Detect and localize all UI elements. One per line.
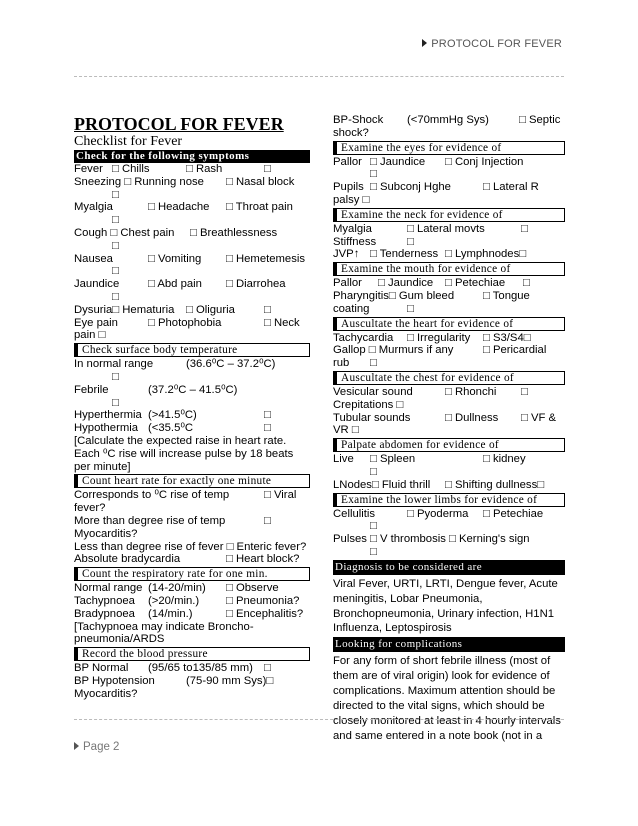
checklist-cell: □ Diarrohea bbox=[226, 278, 286, 291]
checklist-cell: Fever bbox=[74, 163, 103, 175]
symptom-row bbox=[74, 201, 310, 214]
checklist-cell: JVP↑ bbox=[333, 248, 360, 261]
exam-row bbox=[333, 194, 565, 207]
section-heading-mouth: Examine the mouth for evidence of bbox=[333, 262, 565, 276]
checklist-cell: Hyperthermia bbox=[74, 409, 142, 422]
checklist-cell: VR □ bbox=[333, 424, 359, 437]
section-heading-heart: Auscultate the heart for evidence of bbox=[333, 317, 565, 331]
page-footer bbox=[74, 741, 119, 753]
checklist-cell: □ Tenderness bbox=[370, 248, 439, 261]
checklist-cell: Cellulitis bbox=[333, 507, 376, 520]
exam-row bbox=[333, 156, 565, 169]
checklist-cell: rub bbox=[333, 357, 350, 370]
checklist-cell: Less than degree rise of fever □ Enteric fever? bbox=[74, 540, 307, 553]
symptom-row bbox=[74, 176, 310, 189]
section-heading-chest: Auscultate the chest for evidence of bbox=[333, 371, 565, 385]
checklist-cell: □ Photophobia bbox=[148, 316, 222, 329]
checklist-cell: □ Heart block? bbox=[226, 553, 300, 566]
left-column bbox=[74, 114, 310, 700]
tachypnoea-note: [Tachypnoea may indicate Broncho-pneumonia/ARDS bbox=[74, 620, 254, 646]
symptom-row bbox=[74, 291, 310, 304]
checklist-cell: More than degree rise of temp bbox=[74, 514, 226, 527]
checklist-cell: □ Conj Injection bbox=[445, 155, 524, 168]
checklist-cell: Tachycardia bbox=[333, 331, 394, 344]
exam-row bbox=[333, 248, 565, 261]
symptom-row bbox=[74, 163, 310, 176]
checklist-cell: □ Viral bbox=[264, 489, 297, 502]
checklist-cell: □ Rhonchi bbox=[445, 385, 497, 398]
checklist-cell: Normal range bbox=[74, 582, 143, 595]
checklist-cell: □ bbox=[112, 239, 119, 252]
checklist-cell: □ Pericardial bbox=[483, 344, 547, 357]
triangle-bullet-icon bbox=[74, 742, 79, 750]
checklist-cell: Tubular sounds bbox=[333, 411, 411, 424]
checklist-cell: Bradypnoea bbox=[74, 607, 135, 620]
checklist-cell: □ Dullness bbox=[445, 411, 499, 424]
exam-row bbox=[333, 412, 565, 425]
temp-row bbox=[74, 371, 310, 384]
checklist-cell: Pupils bbox=[333, 181, 364, 194]
exam-row bbox=[333, 168, 565, 181]
checklist-cell: □ Nasal block bbox=[226, 175, 295, 188]
page-title: PROTOCOL FOR FEVER bbox=[74, 114, 284, 134]
checklist-cell: Jaundice bbox=[74, 278, 120, 291]
exam-row bbox=[333, 223, 565, 236]
checklist-cell: □ bbox=[407, 302, 414, 315]
checklist-cell: Gallop □ Murmurs if any bbox=[333, 344, 454, 357]
calc-note: [Calculate the expected raise in heart rate. Each ⁰C rise will increase pulse by 18 beats per minute] bbox=[74, 434, 294, 473]
checklist-cell: □ Encephalitis? bbox=[226, 607, 304, 620]
checklist-cell: Febrile bbox=[74, 383, 109, 396]
checklist-cell: □ bbox=[112, 370, 119, 383]
checklist-cell: Vesicular sound bbox=[333, 385, 413, 398]
hr-row bbox=[74, 489, 310, 502]
checklist-cell: □ Jaundice bbox=[370, 155, 426, 168]
checklist-cell: □ bbox=[370, 357, 377, 370]
checklist-cell: □ bbox=[264, 163, 271, 175]
section-heading-heart-rate: Count heart rate for exactly one minute bbox=[74, 474, 310, 488]
symptom-row bbox=[74, 240, 310, 253]
checklist-cell: palsy □ bbox=[333, 193, 370, 206]
section-heading-symptoms: Check for the following symptoms bbox=[74, 150, 310, 163]
checklist-cell: □ bbox=[523, 277, 530, 290]
header-divider bbox=[74, 76, 564, 77]
checklist-cell: □ bbox=[370, 545, 377, 558]
checklist-cell: □ bbox=[264, 303, 271, 316]
bp-shock-row bbox=[333, 114, 565, 127]
checklist-cell: Sneezing □ Running nose bbox=[74, 175, 204, 188]
checklist-cell: Myocarditis? bbox=[74, 527, 138, 540]
exam-row bbox=[333, 290, 565, 303]
checklist-cell: □ Throat pain bbox=[226, 201, 293, 214]
exam-row bbox=[333, 533, 565, 546]
checklist-cell: □ Subconj Hghe bbox=[370, 181, 451, 194]
exam-row bbox=[333, 386, 565, 399]
exam-row bbox=[333, 466, 565, 479]
checklist-cell: □ Shifting dullness□ bbox=[445, 478, 545, 491]
checklist-cell: □ bbox=[370, 168, 377, 181]
checklist-cell: □ bbox=[264, 422, 271, 435]
checklist-cell: □ bbox=[264, 514, 271, 527]
symptom-row bbox=[74, 265, 310, 278]
checklist-cell: (>20/min.) bbox=[148, 594, 200, 607]
rr-row bbox=[74, 582, 310, 595]
checklist-cell: □ Lymphnodes□ bbox=[445, 248, 527, 261]
checklist-cell: shock? bbox=[333, 126, 369, 139]
temp-row bbox=[74, 409, 310, 422]
checklist-cell: □ Pyoderma bbox=[407, 507, 469, 520]
running-header bbox=[422, 38, 562, 50]
exam-row bbox=[333, 399, 565, 412]
checklist-cell: □ kidney bbox=[483, 453, 526, 466]
checklist-cell: In normal range bbox=[74, 358, 154, 371]
checklist-cell: □ bbox=[407, 235, 414, 248]
section-heading-complications: Looking for complications bbox=[333, 637, 565, 652]
exam-row bbox=[333, 181, 565, 194]
rr-row bbox=[74, 608, 310, 621]
temp-row bbox=[74, 422, 310, 435]
symptom-row bbox=[74, 227, 310, 240]
checklist-cell: □ Neck bbox=[264, 316, 300, 329]
checklist-cell: □ Tongue bbox=[483, 289, 530, 302]
checklist-cell: □ Lateral movts bbox=[407, 222, 485, 235]
checklist-cell: □ bbox=[521, 222, 528, 235]
triangle-bullet-icon bbox=[422, 39, 427, 47]
checklist-cell: fever? bbox=[74, 502, 106, 515]
section-heading-neck: Examine the neck for evidence of bbox=[333, 208, 565, 222]
checklist-cell: □ Observe bbox=[226, 582, 279, 595]
checklist-cell: □ bbox=[264, 662, 271, 675]
exam-row bbox=[333, 277, 565, 290]
section-heading-abdomen: Palpate abdomen for evidence of bbox=[333, 438, 565, 452]
section-heading-respiratory: Count the respiratory rate for one min. bbox=[74, 567, 310, 581]
exam-row bbox=[333, 453, 565, 466]
checklist-cell: □ Pneumonia? bbox=[226, 594, 300, 607]
checklist-cell: (<70mmHg Sys) bbox=[407, 114, 489, 126]
hr-row bbox=[74, 528, 310, 541]
hr-row bbox=[74, 553, 310, 566]
checklist-cell: coating bbox=[333, 302, 370, 315]
hr-row bbox=[74, 541, 310, 554]
checklist-cell: (14-20/min) bbox=[148, 582, 206, 595]
bp-row bbox=[74, 675, 310, 688]
exam-row bbox=[333, 344, 565, 357]
section-heading-blood-pressure: Record the blood pressure bbox=[74, 647, 310, 661]
symptom-row bbox=[74, 253, 310, 266]
checklist-cell: □ Headache bbox=[148, 201, 210, 214]
rr-row bbox=[74, 595, 310, 608]
section-heading-eyes: Examine the eyes for evidence of bbox=[333, 141, 565, 155]
checklist-cell: (95/65 to135/85 mm) bbox=[148, 662, 253, 675]
checklist-cell: □ V thrombosis □ Kerning's sign bbox=[370, 533, 530, 546]
checklist-cell: Pallor bbox=[333, 155, 362, 168]
checklist-cell: Myocarditis? bbox=[74, 687, 138, 700]
checklist-cell: Hypothermia bbox=[74, 422, 139, 435]
checklist-cell: (14/min.) bbox=[148, 607, 193, 620]
checklist-cell: □ Irregularity bbox=[407, 331, 471, 344]
checklist-cell: Cough □ Chest pain bbox=[74, 226, 175, 239]
section-heading-lower-limbs: Examine the lower limbs for evidence of bbox=[333, 493, 565, 507]
exam-row bbox=[333, 520, 565, 533]
footer-divider bbox=[74, 719, 564, 720]
checklist-cell: (36.6⁰C – 37.2⁰C) bbox=[186, 358, 276, 371]
hr-row bbox=[74, 502, 310, 515]
checklist-cell: Pallor bbox=[333, 277, 362, 290]
exam-row bbox=[333, 424, 565, 437]
checklist-cell: (37.2⁰C – 41.5⁰C) bbox=[148, 383, 238, 396]
checklist-cell: □ Breathlessness bbox=[190, 226, 278, 239]
checklist-cell: BP-Shock bbox=[333, 114, 384, 126]
bp-row bbox=[74, 688, 310, 701]
checklist-cell: Pulses bbox=[333, 533, 367, 546]
checklist-cell: BP Normal bbox=[74, 662, 129, 675]
checklist-cell: Corresponds to ⁰C rise of temp bbox=[74, 489, 230, 502]
checklist-cell: □ Oliguria bbox=[186, 303, 235, 316]
checklist-cell: (>41.5⁰C) bbox=[148, 409, 197, 422]
checklist-cell: □ Chills bbox=[112, 163, 150, 175]
checklist-cell: □ bbox=[370, 520, 377, 533]
checklist-cell: □ Spleen bbox=[370, 453, 416, 466]
exam-row bbox=[333, 236, 565, 249]
checklist-cell: □ Jaundice bbox=[378, 277, 434, 290]
temp-row bbox=[74, 384, 310, 397]
checklist-cell: □ bbox=[112, 188, 119, 201]
checklist-cell: □ Rash bbox=[186, 163, 223, 175]
diagnosis-text: Viral Fever, URTI, LRTI, Dengue fever, Acute meningitis, Lobar Pneumonia, Bronchopneumonia, Urinary infection, H1N1 Influenza, Leptospirosis bbox=[333, 577, 558, 635]
checklist-cell: BP Hypotension bbox=[74, 674, 155, 687]
exam-row bbox=[333, 479, 565, 492]
checklist-cell: □ bbox=[264, 409, 271, 422]
exam-row bbox=[333, 546, 565, 559]
checklist-cell: □ Petechiae bbox=[445, 277, 506, 290]
checklist-cell: □ Hemetemesis bbox=[226, 252, 306, 265]
exam-row bbox=[333, 357, 565, 370]
checklist-cell: □ bbox=[521, 385, 528, 398]
section-heading-temperature: Check surface body temperature bbox=[74, 343, 310, 357]
exam-row bbox=[333, 303, 565, 316]
checklist-cell: □ Petechiae bbox=[483, 507, 544, 520]
page-number: Page 2 bbox=[83, 741, 120, 753]
checklist-cell: □ Abd pain bbox=[148, 278, 202, 291]
bp-row bbox=[74, 662, 310, 675]
symptom-row bbox=[74, 278, 310, 291]
complications-text: For any form of short febrile illness (most of them are of viral origin) look for evidence of complications. Maximum attention should be directed to the vital signs, which should be closely monitored at least in 4 hourly intervals and same entered in a note book (not in a bbox=[333, 655, 561, 742]
exam-row bbox=[333, 508, 565, 521]
checklist-cell: Crepitations □ bbox=[333, 398, 404, 411]
checklist-cell: Dysuria□ Hematuria bbox=[74, 303, 175, 316]
symptom-row bbox=[74, 329, 310, 342]
checklist-cell: □ bbox=[112, 396, 119, 409]
temp-row bbox=[74, 358, 310, 371]
checklist-cell: □ bbox=[112, 265, 119, 278]
bp-shock-row bbox=[333, 127, 565, 140]
checklist-cell: Tachypnoea bbox=[74, 594, 135, 607]
checklist-cell: Stiffness bbox=[333, 235, 377, 248]
checklist-cell: □ bbox=[112, 290, 119, 303]
hr-row bbox=[74, 515, 310, 528]
checklist-cell: Live bbox=[333, 453, 354, 466]
checklist-cell: pain □ bbox=[74, 329, 106, 342]
checklist-cell: Nausea bbox=[74, 252, 113, 265]
page-subtitle: Checklist for Fever bbox=[74, 134, 183, 149]
exam-row bbox=[333, 332, 565, 345]
checklist-cell: Eye pain bbox=[74, 316, 118, 329]
checklist-cell: □ VF & bbox=[521, 411, 557, 424]
checklist-cell: □ Vomiting bbox=[148, 252, 202, 265]
checklist-cell: (<35.5⁰C bbox=[148, 422, 194, 435]
checklist-cell: Myalgia bbox=[74, 201, 113, 214]
checklist-cell: Absolute bradycardia bbox=[74, 553, 181, 566]
checklist-cell: □ Lateral R bbox=[483, 181, 539, 194]
running-title: PROTOCOL FOR FEVER bbox=[431, 38, 562, 50]
symptom-row bbox=[74, 214, 310, 227]
symptom-row bbox=[74, 304, 310, 317]
checklist-cell: Myalgia bbox=[333, 222, 372, 235]
checklist-cell: □ S3/S4□ bbox=[483, 331, 531, 344]
checklist-cell: □ bbox=[112, 214, 119, 227]
symptom-row bbox=[74, 317, 310, 330]
temp-row bbox=[74, 397, 310, 410]
section-heading-diagnosis: Diagnosis to be considered are bbox=[333, 560, 565, 575]
checklist-cell: □ bbox=[370, 465, 377, 478]
checklist-cell: LNodes□ Fluid thrill bbox=[333, 478, 431, 491]
checklist-cell: □ Septic bbox=[519, 114, 561, 126]
right-column bbox=[333, 114, 565, 744]
symptom-row bbox=[74, 189, 310, 202]
checklist-cell: (75-90 mm Sys)□ bbox=[186, 674, 274, 687]
checklist-cell: Pharyngitis□ Gum bleed bbox=[333, 289, 455, 302]
